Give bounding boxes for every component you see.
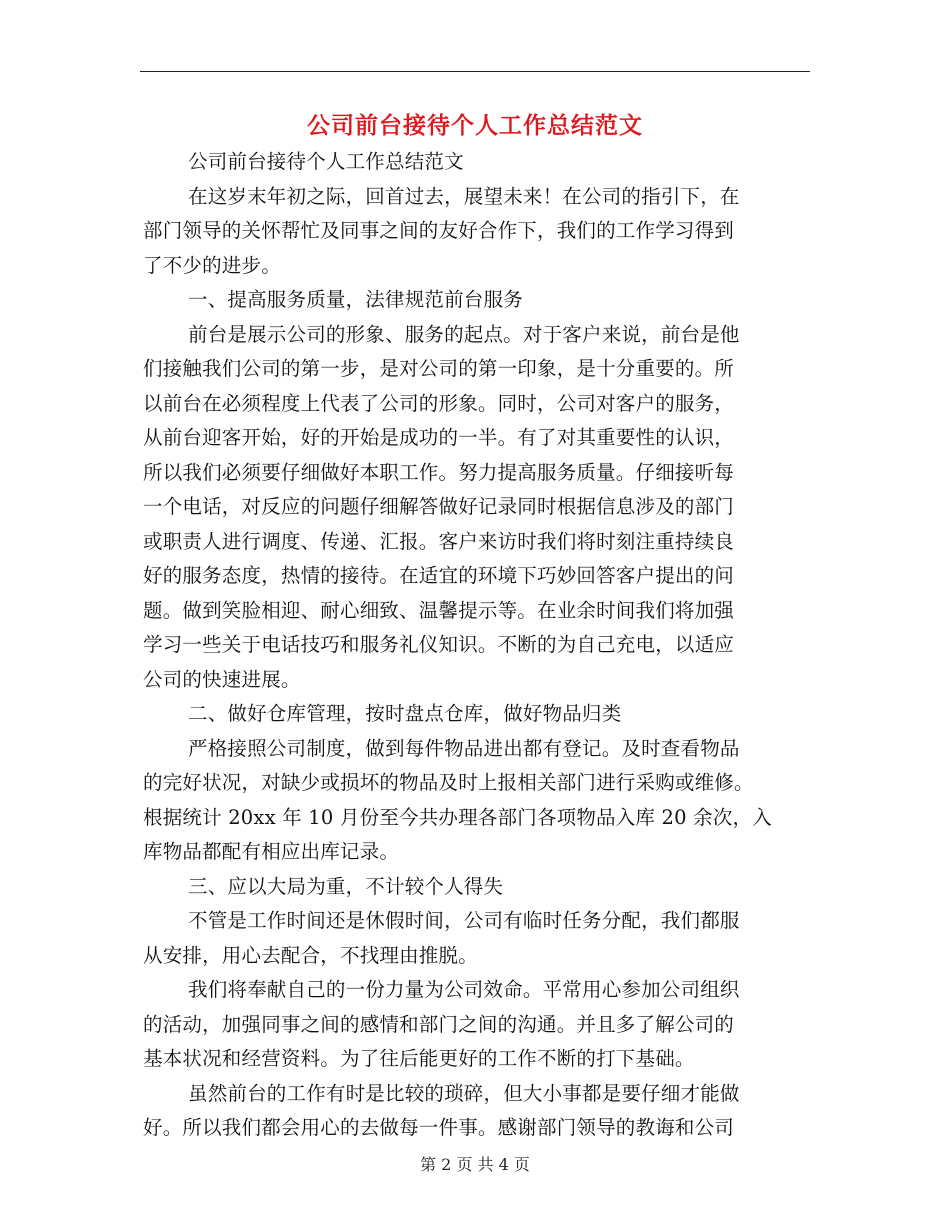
body-line: 基本状况和经营资料。为了往后能更好的工作不断的打下基础。 bbox=[143, 1047, 695, 1070]
body-line: 部门领导的关怀帮忙及同事之间的友好合作下，我们的工作学习得到 bbox=[143, 219, 735, 242]
body-line: 库物品都配有相应出库记录。 bbox=[143, 840, 400, 863]
body-line: 的活动，加强同事之间的感情和部门之间的沟通。并且多了解公司的 bbox=[143, 1012, 735, 1036]
body-line: 们接触我们公司的第一步，是对公司的第一印象，是十分重要的。所 bbox=[143, 357, 735, 380]
page-footer: 第 2 页 共 4 页 bbox=[420, 1155, 530, 1174]
body-line: 公司的快速进展。 bbox=[143, 667, 301, 691]
header-rule bbox=[140, 71, 810, 72]
document-body bbox=[143, 145, 808, 1146]
body-line: 或职责人进行调度、传递、汇报。客户来访时我们将时刻注重持续良 bbox=[143, 529, 735, 553]
body-line: 一、提高服务质量，法律规范前台服务 bbox=[188, 288, 523, 311]
body-line: 二、做好仓库管理，按时盘点仓库，做好物品归类 bbox=[188, 702, 622, 725]
body-line: 了不少的进步。 bbox=[143, 253, 281, 277]
document-title: 公司前台接待个人工作总结范文 bbox=[307, 112, 643, 139]
body-line: 虽然前台的工作有时是比较的琐碎，但大小事都是要仔细才能做 bbox=[188, 1081, 740, 1105]
body-line: 学习一些关于电话技巧和服务礼仪知识。不断的为自己充电，以适应 bbox=[143, 633, 735, 656]
body-line: 前台是展示公司的形象、服务的起点。对于客户来说，前台是他 bbox=[188, 322, 740, 346]
body-line: 的完好状况，对缺少或损坏的物品及时上报相关部门进行采购或维修。 bbox=[143, 771, 754, 794]
body-line: 公司前台接待个人工作总结范文 bbox=[188, 150, 464, 173]
body-line: 以前台在必须程度上代表了公司的形象。同时，公司对客户的服务， bbox=[143, 391, 735, 415]
body-line: 从安排，用心去配合，不找理由推脱。 bbox=[143, 943, 478, 967]
body-line: 根据统计 20xx 年 10 月份至今共办理各部门各项物品入库 20 余次，入 bbox=[143, 805, 772, 829]
body-line: 严格接照公司制度，做到每件物品进出都有登记。及时查看物品 bbox=[188, 736, 740, 760]
body-line: 从前台迎客开始，好的开始是成功的一半。有了对其重要性的认识， bbox=[143, 426, 735, 449]
body-line: 题。做到笑脸相迎、耐心细致、温馨提示等。在业余时间我们将加强 bbox=[143, 598, 735, 622]
body-line: 好的服务态度，热情的接待。在适宜的环境下巧妙回答客户提出的问 bbox=[143, 564, 735, 587]
body-line: 所以我们必须要仔细做好本职工作。努力提高服务质量。仔细接听每 bbox=[143, 460, 735, 484]
body-line: 我们将奉献自己的一份力量为公司效命。平常用心参加公司组织 bbox=[188, 978, 740, 1001]
body-line: 不管是工作时间还是休假时间，公司有临时任务分配，我们都服 bbox=[188, 909, 740, 932]
body-line: 好。所以我们都会用心的去做每一件事。感谢部门领导的教诲和公司 bbox=[143, 1116, 735, 1139]
body-line: 在这岁末年初之际，回首过去，展望未来！在公司的指引下，在 bbox=[188, 184, 740, 208]
body-line: 三、应以大局为重，不计较个人得失 bbox=[188, 874, 504, 898]
body-line: 一个电话，对反应的问题仔细解答做好记录同时根据信息涉及的部门 bbox=[143, 495, 735, 518]
